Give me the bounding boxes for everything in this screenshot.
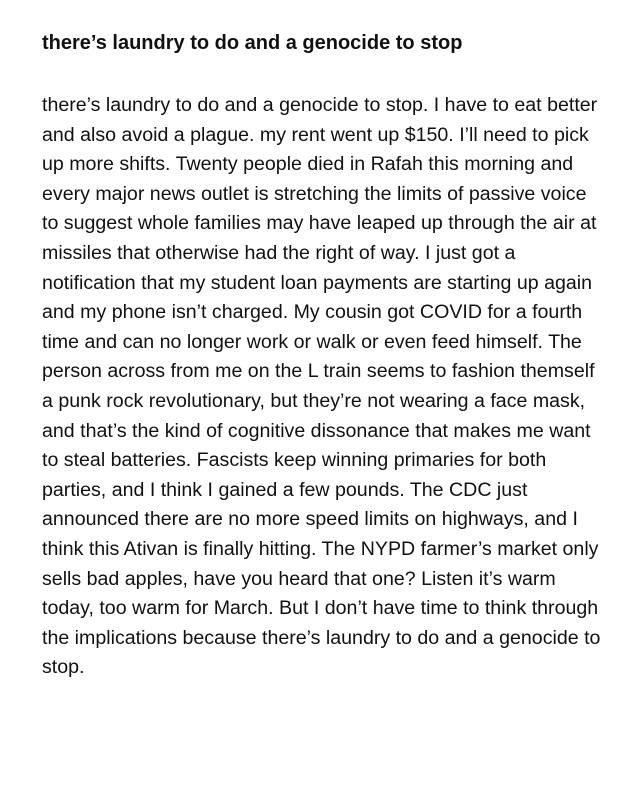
note-body: there’s laundry to do and a genocide to stop. I have to eat better and also avoid a plague. my rent went up $150. I’ll need to pick up more shifts. Twenty people died in Rafah this morning and every major news outlet is stretching the limits of passive voice to suggest whole families may have leaped up through the air at missiles that otherwise had the right of way. I just got a notification that my student loan payments are starting up again and my phone isn’t charged. My cousin got COVID for a fourth time and can no longer work or walk or even feed himself. The person across from me on the L train seems to fashion themself a punk rock revolutionary, but they’re not wearing a face mask, and that’s the kind of cognitive dissonance that makes me want to steal batteries. Fascists keep winning primaries for both parties, and I think I gained a few pounds. The CDC just announced there are no more speed limits on highways, and I think this Ativan is finally hitting. The NYPD farmer’s market only sells bad apples, have you heard that one? Listen it’s warm today, too warm for March. But I don’t have time to think through the implications because there’s laundry to do and a genocide to stop. [42,94,601,679]
note-container [42,28,602,683]
note-title: there’s laundry to do and a genocide to stop [42,32,463,54]
